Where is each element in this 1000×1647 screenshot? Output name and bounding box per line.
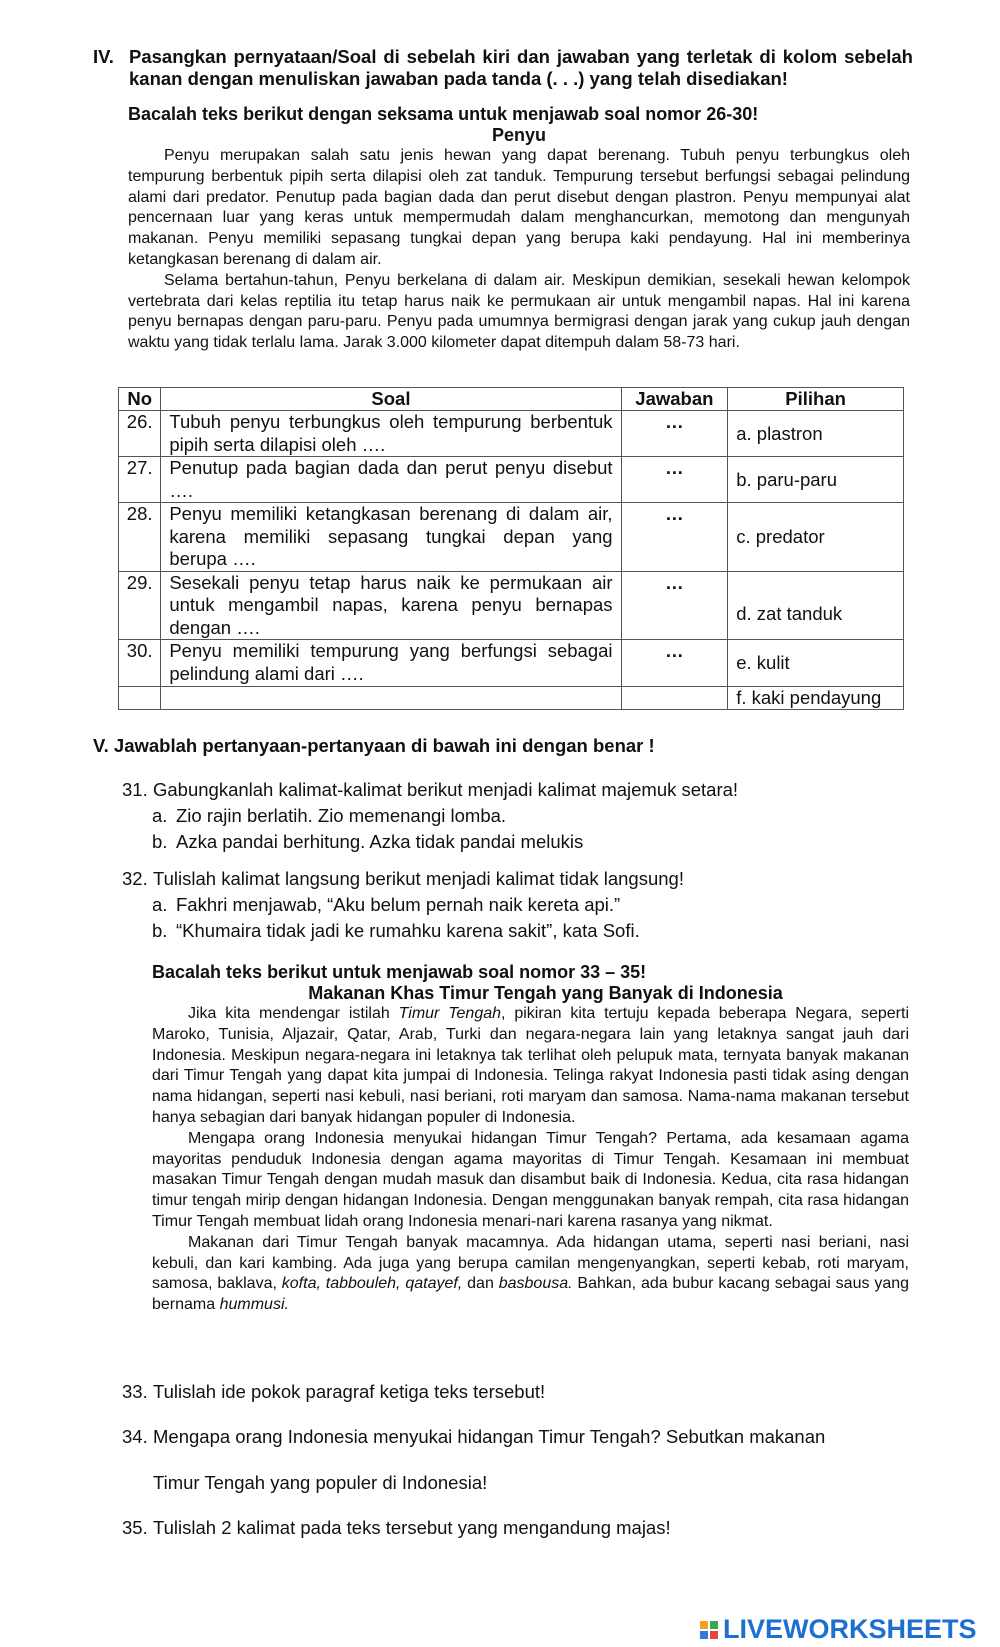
- header-soal: Soal: [161, 388, 621, 411]
- row-number: 26.: [119, 411, 161, 457]
- row-option: b. paru-paru: [728, 457, 904, 503]
- table-row: [119, 503, 904, 572]
- liveworksheets-logo[interactable]: [700, 1614, 977, 1645]
- answer-field[interactable]: …: [621, 411, 728, 457]
- row-option: f. kaki pendayung: [728, 687, 904, 710]
- question-number: 34.: [122, 1426, 148, 1447]
- item-text: Zio rajin berlatih. Zio memenangi lomba.: [176, 805, 507, 826]
- text-run: Bahkan, ada bubur kacang sebagai saus yang bernama: [152, 1275, 910, 1314]
- question-number: 32.: [122, 868, 148, 889]
- item-label: b.: [152, 831, 168, 852]
- question-35: [122, 1517, 671, 1539]
- item-text: Fakhri menjawab, “Aku belum pernah naik kereta api.”: [176, 894, 621, 915]
- reading-paragraph: Selama bertahun-tahun, Penyu berkelana di dalam air. Meskipun demikian, sesekali hewan kelompok vertebrata dari kelas reptilia itu tetap harus naik ke permukaan air untuk mengambil napas. Hal ini karena penyu bernapas dengan paru-paru. Penyu pada umumnya bermigrasi dengan jarak yang cukup jauh dengan waktu yang tidak terlalu lama. Jarak 3.000 kilometer dapat ditempuh dalam 58-73 hari.: [128, 271, 910, 352]
- item-text: Azka pandai berhitung. Azka tidak pandai melukis: [176, 831, 584, 852]
- question-text: Tulislah kalimat langsung berikut menjadi kalimat tidak langsung!: [153, 868, 684, 889]
- list-item: [152, 831, 583, 853]
- answer-field: [621, 687, 728, 710]
- text-run: , pikiran kita tertuju kepada beberapa Negara, seperti Maroko, Tunisia, Aljazair, Qatar, Arab, Turki dan negara-negara lain yang letaknya sangat jauh dari Indonesia. Meskipun negara-negara ini letaknya tak terlihat oleh pelupuk mata, ternyata banyak makanan dari Timur Tengah yang dapat kita jumpai di Indonesia. Telinga rakyat Indonesia pasti tidak asing dengan nama hidangan, seperti nasi kebuli, nasi beriani, roti maryam dan samosa. Nama-nama makanan tersebut hanya sebagian dari banyak hidangan populer di Indonesia.: [152, 1005, 910, 1126]
- list-item: [152, 894, 620, 916]
- row-question: Penyu memiliki tempurung yang berfungsi sebagai pelindung alami dari ….: [161, 640, 621, 687]
- row-number: 30.: [119, 640, 161, 687]
- question-33: [122, 1381, 545, 1403]
- answer-field[interactable]: …: [621, 640, 728, 687]
- row-question: Penutup pada bagian dada dan perut penyu disebut ….: [161, 457, 621, 503]
- row-number: [119, 687, 161, 710]
- text-run: Makanan dari Timur Tengah banyak macamnya. Ada hidangan utama, seperti nasi beriani, nasi kebuli, dan kari kambing. Ada juga yang berupa camilan mengenyangkan, seperti kebab, roti maryam, samosa, baklava,: [152, 1233, 909, 1293]
- header-no: No: [119, 388, 161, 411]
- text-run-italic: hummusi.: [219, 1296, 289, 1314]
- reading-paragraph: [152, 1004, 909, 1129]
- question-number: 31.: [122, 779, 148, 800]
- table-row: [119, 411, 904, 457]
- section-number: IV.: [93, 46, 114, 67]
- item-label: a.: [152, 894, 168, 915]
- text-run-italic: kofta, tabbouleh, qatayef,: [281, 1275, 463, 1293]
- table-row: [119, 687, 904, 710]
- question-number: 33.: [122, 1381, 148, 1402]
- text-run-italic: Timur Tengah: [398, 1005, 502, 1022]
- list-item: [152, 920, 640, 942]
- row-question: Tubuh penyu terbungkus oleh tempurung berbentuk pipih serta dilapisi oleh ….: [161, 411, 621, 457]
- question-text: Tulislah ide pokok paragraf ketiga teks tersebut!: [153, 1381, 546, 1402]
- section-5-title: V. Jawablah pertanyaan-pertanyaan di bawah ini dengan benar !: [93, 735, 655, 756]
- section-instruction: Pasangkan pernyataan/Soal di sebelah kiri dan jawaban yang terletak di kolom sebelah kanan dengan menuliskan jawaban pada tanda (. . .) yang telah disediakan!: [129, 46, 913, 89]
- table-header-row: [119, 388, 904, 411]
- item-label: a.: [152, 805, 168, 826]
- reading-makanan: [152, 962, 909, 1316]
- logo-squares-icon: [700, 1621, 718, 1639]
- matching-table: [118, 387, 904, 710]
- row-number: 28.: [119, 503, 161, 572]
- reading-paragraph: [152, 1233, 909, 1316]
- question-text: Gabungkanlah kalimat-kalimat berikut menjadi kalimat majemuk setara!: [153, 779, 739, 800]
- logo-text: LIVEWORKSHEETS: [723, 1614, 977, 1644]
- reading-title: Penyu: [491, 125, 547, 145]
- reading-paragraph: Mengapa orang Indonesia menyukai hidangan Timur Tengah? Pertama, ada kesamaan agama mayoritas penduduk Indonesia dengan agama mayoritas di Timur Tengah. Kesamaan ini membuat masakan Timur Tengah dengan mudah masuk dan disambut baik di Indonesia. Kedua, cita rasa hidangan timur tengah mirip dengan hidangan Indonesia. Dengan menggunakan banyak rempah, cita rasa hidangan Timur Tengah membuat lidah orang Indonesia menari-nari karena rasanya yang nikmat.: [152, 1129, 909, 1230]
- table-row: [119, 640, 904, 687]
- row-question: Penyu memiliki ketangkasan berenang di dalam air, karena memiliki sepasang tungkai depan yang berupa ….: [161, 503, 621, 572]
- question-31: [122, 779, 738, 801]
- question-text: Mengapa orang Indonesia menyukai hidangan Timur Tengah? Sebutkan makanan: [153, 1426, 826, 1447]
- row-number: 27.: [119, 457, 161, 503]
- row-question: [161, 687, 621, 710]
- reading-title: Makanan Khas Timur Tengah yang Banyak di Indonesia: [308, 983, 783, 1003]
- reading-penyu: [128, 104, 910, 354]
- row-option: a. plastron: [728, 411, 904, 457]
- row-option: c. predator: [728, 503, 904, 572]
- answer-field[interactable]: …: [621, 571, 728, 640]
- header-jawaban: Jawaban: [621, 388, 728, 411]
- reading-intro: Bacalah teks berikut untuk menjawab soal nomor 33 – 35!: [152, 962, 647, 982]
- question-text: Tulislah 2 kalimat pada teks tersebut yang mengandung majas!: [153, 1517, 671, 1538]
- table-row: [119, 571, 904, 640]
- row-question: Sesekali penyu tetap harus naik ke permukaan air untuk mengambil napas, karena penyu bernapas dengan ….: [161, 571, 621, 640]
- item-text: “Khumaira tidak jadi ke rumahku karena sakit”, kata Sofi.: [176, 920, 640, 941]
- table-row: [119, 457, 904, 503]
- question-34: [122, 1426, 825, 1448]
- text-run: Jika kita mendengar istilah: [188, 1005, 399, 1022]
- row-option: e. kulit: [728, 640, 904, 687]
- reading-intro: Bacalah teks berikut dengan seksama untuk menjawab soal nomor 26-30!: [128, 104, 759, 124]
- header-pilihan: Pilihan: [728, 388, 904, 411]
- answer-field[interactable]: …: [621, 503, 728, 572]
- question-number: 35.: [122, 1517, 148, 1538]
- list-item: [152, 805, 506, 827]
- row-number: 29.: [119, 571, 161, 640]
- row-option: d. zat tanduk: [728, 571, 904, 640]
- text-run: dan: [462, 1275, 499, 1293]
- question-32: [122, 868, 684, 890]
- section-4-instruction: [93, 46, 913, 90]
- question-34-continued: Timur Tengah yang populer di Indonesia!: [153, 1472, 488, 1493]
- item-label: b.: [152, 920, 168, 941]
- text-run-italic: basbousa.: [498, 1275, 573, 1293]
- answer-field[interactable]: …: [621, 457, 728, 503]
- reading-paragraph: Penyu merupakan salah satu jenis hewan yang dapat berenang. Tubuh penyu terbungkus oleh tempurung berbentuk pipih serta dilapisi oleh zat tanduk. Tempurung tersebut berfungsi sebagai pelindung alami dari predator. Penutup pada bagian dada dan perut disebut dengan plastron. Penyu mempunyai alat pencernaan luar yang keras untuk mempermudah dalam menghancurkan, memotong dan mengunyah makanan. Penyu memiliki sepasang tungkai depan yang berupa kaki pendayung. Hal ini memberinya ketangkasan berenang di dalam air.: [128, 147, 910, 268]
